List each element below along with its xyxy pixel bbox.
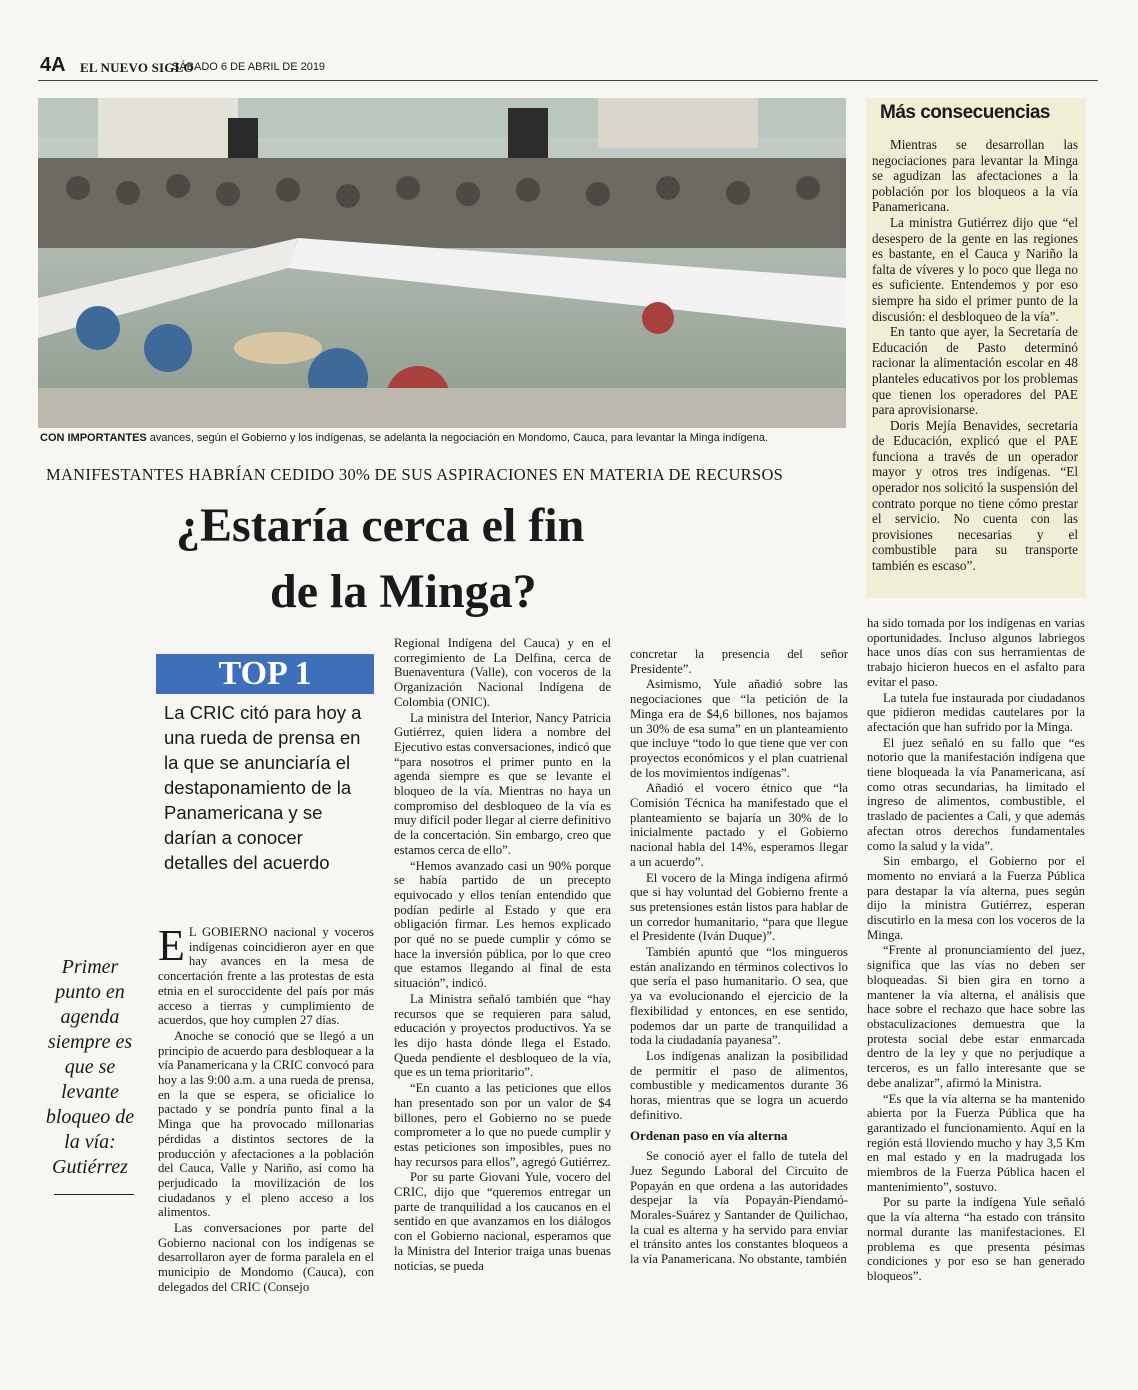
pull-quote: Primer punto en agenda siempre es que se levante bloqueo de la vía: Gutiérrez [45, 956, 135, 1178]
article-paragraph: Los indígenas analizan la posibilidad de permitir el paso de alimentos, combustible y medicamentos durante 36 horas, mientras que se logra un acuerdo definitivo. [630, 1048, 848, 1122]
article-paragraph: Sin embargo, el Gobierno por el momento no enviará a la Fuerza Pública para destapar la vía alterna, pues según dijo la ministra Gutiérrez, esperan discutirlo en la mesa con los voceros de la Minga. [867, 854, 1085, 942]
article-paragraph: Por su parte Giovani Yule, vocero del CRIC, dijo que “queremos entregar un parte de tranquilidad a los caucanos en el sentido en que avanzamos en los diálogos con el Gobierno nacional, esperamos que la Ministra del Interior traiga unas buenas noticias, se pueda [394, 1170, 611, 1273]
article-subhead: Ordenan paso en vía alterna [630, 1127, 788, 1143]
article-paragraph: La ministra del Interior, Nancy Patricia Gutiérrez, quien lidera a nombre del Ejecutivo estas conversaciones, indicó que “para nosotros el primer punto en la agenda siempre es que se levante el bloqueo de la vía. Mientras no haya un compromiso del desbloqueo de la vía es muy difícil poder llegar al cierre definitivo de la concertación. Sin embargo, creo que estamos cerca de ello”. [394, 710, 612, 857]
article-column-3 [630, 647, 848, 1268]
headline-line-1: ¿Estaría cerca el fin [176, 499, 585, 552]
article-paragraph: “Frente al pronunciamiento del juez, significa que las vías no deben ser bloqueadas. Si bien gira en torno a mantener la vía alterna, el análisis que hace sobre el rechazo que hace sobre las obstaculizaciones demuestra que la protesta social debe estar enmarcada dentro de la ley y que no perjudique a terceros, es un fallo interesante que se debe analizar”, afirmó la Ministra. [867, 943, 1085, 1090]
issue-date: SÁBADO 6 DE ABRIL DE 2019 [172, 61, 326, 73]
photo-caption [40, 432, 850, 444]
meeting-photo-illustration [38, 98, 846, 428]
article-paragraph: Por su parte la indígena Yule señaló que la vía alterna “ha estado con tránsito normal durante las manifestaciones. El problema es que presenta pésimas condiciones y por eso se han generado bloqueos”. [867, 1195, 1085, 1283]
article-paragraph: Regional Indígena del Cauca) y en el corregimiento de La Delfina, cerca de Buenaventura (Valle), con voceros de la Organización Nacional Indígena de Colombia (ONIC). [394, 636, 611, 709]
article-paragraph [158, 921, 374, 1028]
top-label: TOP 1 [218, 655, 312, 692]
article-paragraph: Se conoció ayer el fallo de tutela del Juez Segundo Laboral del Circuito de Popayán en que ordena a las autoridades despejar la vía Popayán-Piendamó-Morales-Suárez y Santander de Quilichao, la cual es alterna y ha servido para enviar el tránsito antes los constantes bloqueos a la vía Panamericana. No obstante, también [630, 1149, 848, 1267]
article-paragraph: Asimismo, Yule añadió sobre las negociaciones que “la petición de la Minga era de $4,6 billones, nos bajamos un 30% de esa suma” en un planteamiento que incluye “todo lo que tiene que ver con proyectos económicos y el plan cuatrienal de los movimientos indígenas”. [630, 677, 848, 780]
sidebar-body [872, 137, 1078, 574]
lead-text: L GOBIERNO nacional y voceros indígenas coincidieron ayer en que hay avances en la mesa de concertación frente a las protestas de esta etnia en el suroccidente del país por más acceso a tierras y cumplimiento de acuerdos, que hoy cumplen 27 días. [158, 925, 374, 1028]
newspaper-name: EL NUEVO SIGLO [80, 60, 194, 75]
article-paragraph: “Es que la vía alterna se ha mantenido abierta por la Fuerza Pública que ha garantizado el funcionamiento. Aquí en la región está lloviendo mucho y hay 3,5 Km en mal estado y en la madrugada los miembros de la Fuerza Pública hacen el mantenimiento”, sostuvo. [867, 1091, 1085, 1194]
sidebar-paragraph: Mientras se desarrollan las negociaciones para levantar la Minga se agudizan las afectaciones a la población por los bloqueos a la vía Panamericana. [872, 137, 1078, 215]
article-column-4 [867, 616, 1085, 1285]
article-paragraph: “Hemos avanzado casi un 90% porque se había partido de un precepto equivocado y ellos tenían entendido que podían pedirle al Estado y que era obligación firmar. Les hemos explicado por qué no se puede cumplir y cómo se hace la inversión pública, por lo que creo que estamos llegando al final de esta situación”, indicó. [394, 858, 611, 991]
article-paragraph: El juez señaló en su fallo que “es notorio que la manifestación indígena que tiene bloqueada la vía Panamericana, así como otras secundarias, ha limitado el ingreso de alimentos, combustible, el traslado de pacientes a Cali, y que además afectan otros derechos fundamentales como la salud y la vida”. [867, 735, 1085, 853]
sidebar-paragraph: La ministra Gutiérrez dijo que “el desespero de la gente en las regiones es bastante, en el Cauca y Nariño la falta de víveres y lo poco que llega no es suficiente. Entendemos y por eso siempre ha sido el primer punto de la discusión: el desbloqueo de la vía”. [872, 214, 1078, 324]
sidebar-title: Más consecuencias [880, 102, 1050, 123]
news-photo [38, 98, 846, 428]
article-kicker: MANIFESTANTES HABRÍAN CEDIDO 30% DE SUS ASPIRACIONES EN MATERIA DE RECURSOS [46, 465, 784, 484]
article-column-2 [394, 636, 611, 1274]
sidebar-paragraph: Doris Mejía Benavides, secretaria de Educación, explicó que el PAE funciona a través de un operador mayor y otros tres indígenas. “El operador nos solicitó la suspensión del contrato porque no tiene cómo prestar el servicio. No cuenta con las provisiones necesarias y el combustible para su transporte también es escaso”. [872, 417, 1078, 574]
article-paragraph: Anoche se conoció que se llegó a un principio de acuerdo para desbloquear a la vía Panamericana y la CRIC convocó para hoy a las 9:00 a.m. a una rueda de prensa, en la que se espera, se oficialice lo pactado y se pondría punto final a la Minga que ha provocado millonarias pérdidas a distintos sectores de la producción y afectaciones a la población del Cauca, Valle y Nariño, así como ha perjudicado la movilización de los ciudadanos y el pleno acceso a los alimentos. [158, 1028, 374, 1220]
sidebar-paragraph: En tanto que ayer, la Secretaría de Educación de Pasto determinó racionar la alimentación escolar en 48 planteles educativos por los problemas que tienen los operadores del PAE para aprovisionarse. [872, 324, 1078, 418]
article-paragraph: El vocero de la Minga indígena afirmó que si hay voluntad del Gobierno frente a sus pretensiones están listos para hablar de un corredor humanitario, “para que llegue el Presidente (Iván Duque)”. [630, 870, 848, 944]
article-paragraph: La Ministra señaló también que “hay recursos que se requieren para salud, educación y proyectos productivos. Ya se les dijo hasta dónde llega el Estado. Queda pendiente el desbloqueo de la vía, que es un tema prioritario”. [394, 991, 611, 1080]
caption-lead: CON IMPORTANTES [40, 432, 147, 444]
article-column-1 [158, 921, 374, 1296]
caption-text: avances, según el Gobierno y los indígenas, se adelanta la negociación en Mondomo, Cauca, para levantar la Minga indígena. [146, 432, 769, 444]
article-paragraph: La tutela fue instaurada por ciudadanos que pidieron medidas cautelares por la afectación que han sufrido por la Minga. [867, 690, 1085, 734]
header-rule [38, 80, 1098, 81]
top-highlight-text: La CRIC citó para hoy a una rueda de prensa en la que se anunciaría el destaponamiento de la Panamericana y se darían a conocer detalles del acuerdo [164, 702, 362, 873]
article-paragraph: Las conversaciones por parte del Gobierno nacional con los indígenas se desarrollaron ayer de forma paralela en el municipio de Mondomo (Cauca), con delegados del CRIC (Consejo [158, 1221, 374, 1294]
article-paragraph: concretar la presencia del señor Presidente”. [630, 647, 848, 676]
article-paragraph: También apuntó que “los mingueros están analizando en términos colectivos lo que sería el paso humanitario. O sea, que ya va evolucionando el ejercicio de la flexibilidad y entonces, en ese sentido, podemos dar un parte de tranquilidad a toda la ciudadanía payanesa”. [630, 945, 848, 1048]
page-number: 4A [40, 54, 66, 76]
headline-line-2: de la Minga? [270, 565, 537, 618]
article-paragraph: Añadió el vocero étnico que “la Comisión Técnica ha manifestado que el planteamiento se bajaría un 30% de lo inicialmente pactado y el Gobierno nacional habla del 14%, esperamos llegar a un acuerdo”. [630, 781, 848, 869]
drop-cap: E [158, 921, 185, 970]
article-paragraph: ha sido tomada por los indígenas en varias oportunidades. Incluso algunos labriegos hace unos días con sus herramientas de trabajo hicieron huecos en el asfalto para evitar el paso. [867, 616, 1085, 689]
article-paragraph: “En cuanto a las peticiones que ellos han presentado son por un valor de $4 billones, pero el Gobierno no se puede comprometer a lo que no puede cumplir y estas peticiones son imposibles, pues no hay recursos para ellos”, agregó Gutiérrez. [394, 1081, 611, 1169]
pull-quote-rule [54, 1194, 134, 1195]
